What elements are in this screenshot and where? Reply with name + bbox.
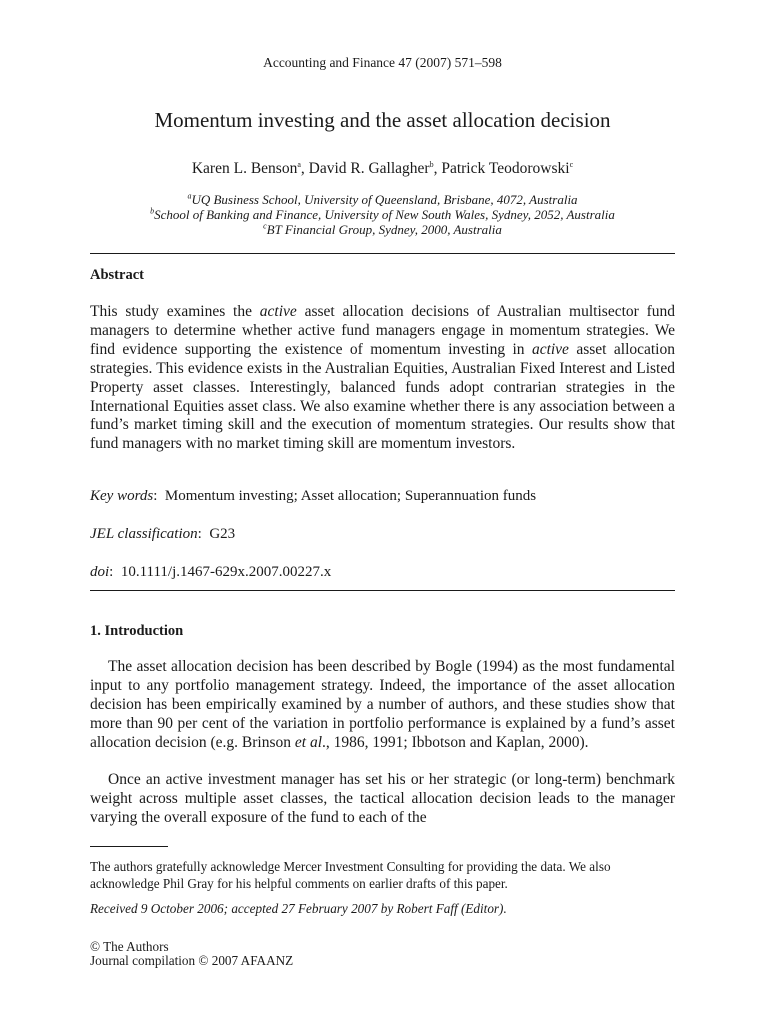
author-mark: b (429, 159, 434, 169)
keywords-value: Momentum investing; Asset allocation; Superannuation funds (164, 488, 537, 504)
jel-classification: JEL classification: G23 (90, 526, 236, 542)
affiliation-text: UQ Business School, University of Queensland, Brisbane, 4072, Australia (191, 192, 578, 207)
affiliation-mark: b (150, 206, 155, 216)
affiliation-text: School of Banking and Finance, University of New South Wales, Sydney, 2052, Australia (154, 207, 615, 222)
author-name: Karen L. Benson (191, 160, 298, 177)
received-note: Received 9 October 2006; accepted 27 February 2007 by Robert Faff (Editor). (90, 901, 507, 916)
intro-paragraph: The asset allocation decision has been described by Bogle (1994) as the most fundamental input to any portfolio management strategy. Indeed, the importance of the asset allocation decision has been empirically examined by a number of authors, and these studies show that more than 90 per cent of the variation in portfolio performance is explained by a fund’s asset allocation decision (e.g. Brinson et al., 1986, 1991; Ibbotson and Kaplan, 2000). (90, 658, 675, 751)
doi: doi: 10.1111/j.1467-629x.2007.00227.x (90, 564, 332, 580)
divider (90, 253, 675, 254)
footnote-divider (90, 846, 168, 847)
affiliation-mark: c (263, 221, 267, 231)
doi-label: doi (90, 564, 110, 580)
copyright: Journal compilation © 2007 AFAANZ (90, 953, 294, 968)
jel-label: JEL classification (90, 526, 198, 542)
acknowledgement: The authors gratefully acknowledge Mercer Investment Consulting for providing the data. We also acknowledge Phil Gray for his helpful comments on earlier drafts of this paper. (90, 859, 611, 891)
intro-paragraph: Once an active investment manager has set his or her strategic (or long-term) benchmark weight across multiple asset classes, the tactical allocation decision leads to the manager varying the overall exposure of the fund to each of the (90, 771, 675, 826)
affiliation (90, 222, 675, 237)
copyright: © The Authors (90, 939, 169, 954)
keywords-label: Key words (90, 488, 154, 504)
affiliation-text: BT Financial Group, Sydney, 2000, Australia (266, 222, 502, 237)
journal-header: Accounting and Finance 47 (2007) 571–598 (263, 55, 502, 70)
author-name: Patrick Teodorowski (441, 160, 570, 177)
section-heading: 1. Introduction (90, 623, 184, 639)
doi-value[interactable]: 10.1111/j.1467-629x.2007.00227.x (120, 564, 332, 580)
abstract-text: This study examines the active asset allocation decisions of Australian multisector fund managers to determine whether active fund managers engage in momentum strategies. We find evidence supporting the existence of momentum investing in active asset allocation strategies. This evidence exists in the Australian Equities, Australian Fixed Interest and Listed Property asset classes. Interestingly, balanced funds adopt contrarian strategies in the International Equities asset class. We also examine whether there is any association between a fund’s market timing skill and the execution of momentum strategies. Our results show that fund managers with no market timing skill are momentum investors. (90, 303, 675, 453)
keywords: Key words: Momentum investing; Asset allocation; Superannuation funds (90, 488, 537, 504)
affiliation (90, 192, 675, 207)
author-list: Karen L. Benson$^a$, David R. Gallagher$^b$, Patrick Teodorowski$^c$ (191, 159, 574, 177)
author-mark: a (297, 159, 301, 169)
affiliation (90, 207, 675, 222)
author-name: David R. Gallagher (308, 160, 430, 177)
author-mark: c (569, 159, 574, 169)
divider (90, 590, 675, 591)
jel-value: G23 (209, 526, 236, 542)
paper-title: Momentum investing and the asset allocation decision (154, 108, 611, 132)
abstract-heading: Abstract (90, 267, 144, 283)
affiliation-mark: a (187, 191, 192, 201)
